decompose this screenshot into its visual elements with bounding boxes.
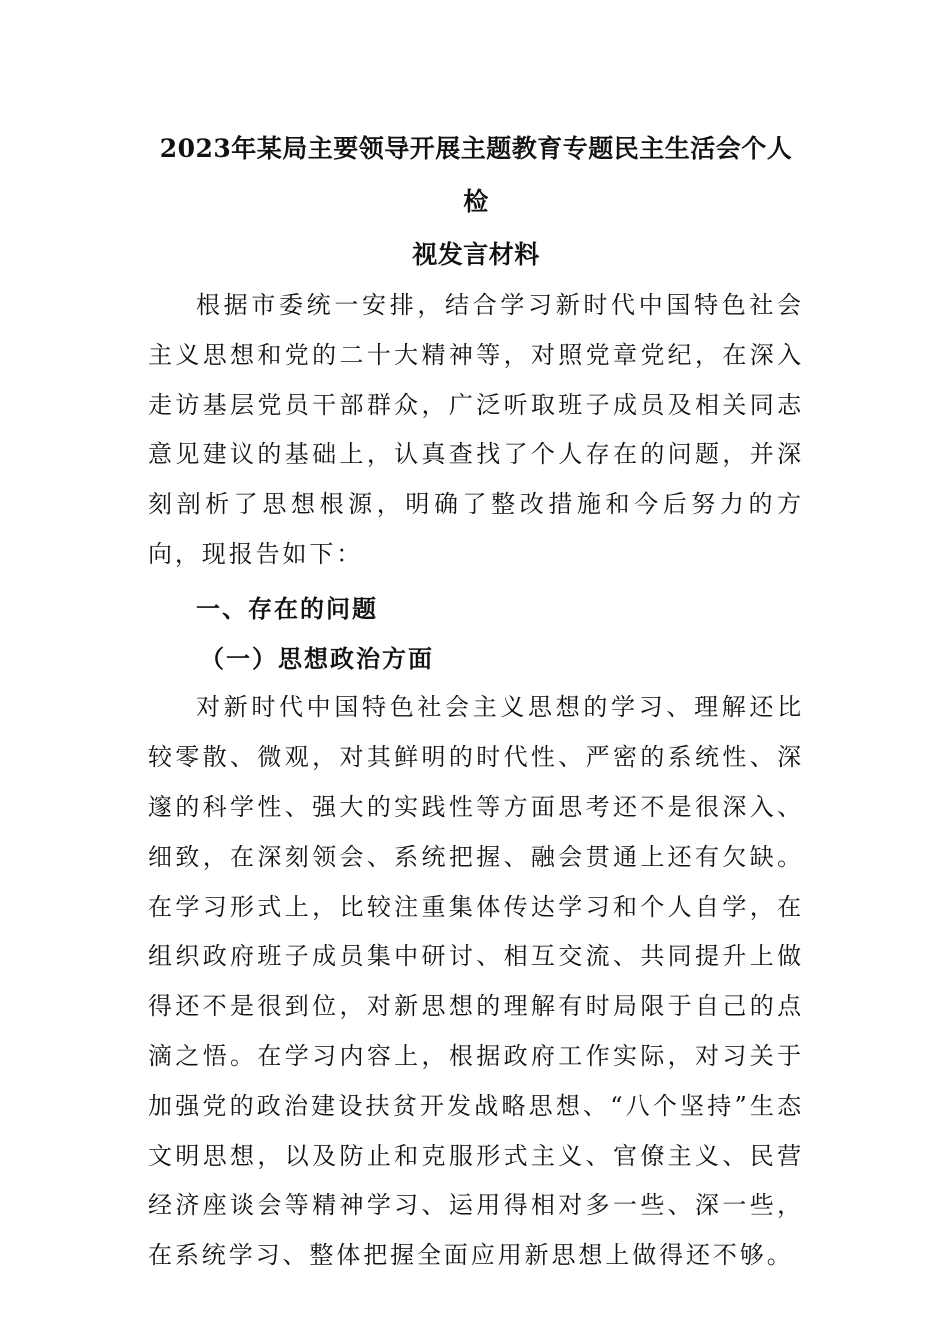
title-line-1: 2023年某局主要领导开展主题教育专题民主生活会个人检 <box>159 134 793 216</box>
document-title <box>148 122 804 281</box>
subsection-body-paragraph: 对新时代中国特色社会主义思想的学习、理解还比较零散、微观，对其鲜明的时代性、严密的系统性、深邃的科学性、强大的实践性等方面思考还不是很深入、细致，在深刻领会、系统把握、融会贯通上还有欠缺。在学习形式上，比较注重集体传达学习和个人自学，在组织政府班子成员集中研讨、相互交流、共同提升上做得还不是很到位，对新思想的理解有时局限于自己的点滴之悟。在学习内容上，根据政府工作实际，对习关于加强党的政治建设扶贫开发战略思想、“八个坚持”生态文明思想，以及防止和克服形式主义、官僚主义、民营经济座谈会等精神学习、运用得相对多一些、深一些，在系统学习、整体把握全面应用新思想上做得还不够。 <box>148 693 804 1270</box>
title-line-2: 视发言材料 <box>412 240 540 269</box>
intro-paragraph: 根据市委统一安排，结合学习新时代中国特色社会主义思想和党的二十大精神等，对照党章党纪，在深入走访基层党员干部群众，广泛听取班子成员及相关同志意见建议的基础上，认真查找了个人存在的问题，并深刻剖析了思想根源，明确了整改措施和今后努力的方向，现报告如下： <box>148 291 804 568</box>
document-page <box>148 122 804 1281</box>
section-heading-problems: 一、存在的问题 <box>196 593 378 623</box>
subsection-heading-ideology: （一）思想政治方面 <box>200 643 434 673</box>
